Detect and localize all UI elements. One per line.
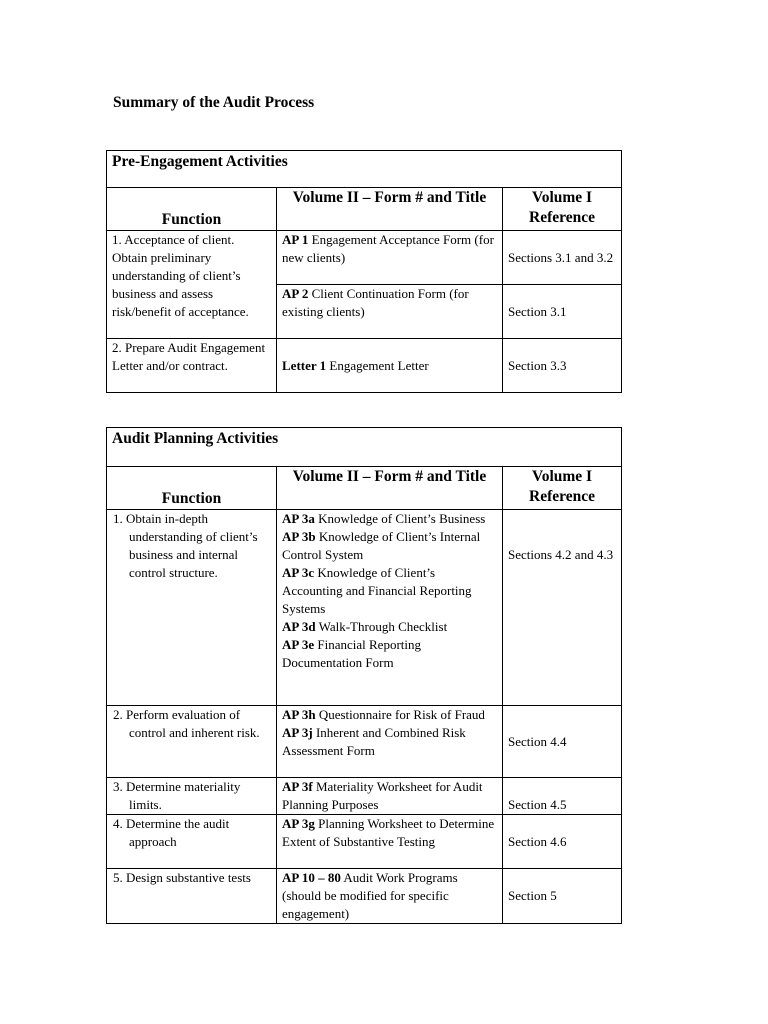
form-entry [282,510,497,528]
form-title: Materiality Worksheet for Audit Planning Purposes [282,779,483,812]
form-cell [277,339,503,393]
form-code: AP 3g [282,816,315,831]
header-function: Function [107,467,277,510]
form-code: AP 3j [282,725,313,740]
form-code: AP 2 [282,286,309,301]
form-entry [282,706,497,724]
form-code: AP 3h [282,707,316,722]
form-entry [282,528,497,564]
reference-cell: Section 3.1 [503,285,622,339]
reference-cell: Section 4.4 [503,706,622,778]
form-entry [282,815,497,851]
reference-cell: Sections 4.2 and 4.3 [503,510,622,706]
form-title: Knowledge of Client’s Accounting and Financial Reporting Systems [282,565,472,616]
form-cell [277,706,503,778]
form-cell [277,778,503,815]
audit-planning-title [107,428,622,467]
table-row [107,706,622,778]
function-cell: 2. Perform evaluation of control and inherent risk. [107,706,277,778]
audit-planning-table [106,427,622,924]
form-entry [282,285,497,321]
table-row [107,815,622,869]
form-code: AP 3c [282,565,315,580]
form-title: Questionnaire for Risk of Fraud [315,707,485,722]
form-code: AP 3f [282,779,313,794]
form-entry [282,357,497,375]
form-entry [282,778,497,814]
form-title: Knowledge of Client’s Business [314,511,486,526]
form-cell [277,231,503,285]
form-title: Planning Worksheet to Determine Extent of Substantive Testing [282,816,495,849]
table-row [107,510,622,706]
header-function: Function [107,188,277,231]
form-cell [277,510,503,706]
function-cell: 5. Design substantive tests [107,869,277,924]
form-cell [277,285,503,339]
function-cell: 1. Obtain in-depth understanding of client’s business and internal control structure. [107,510,277,706]
reference-cell: Section 3.3 [503,339,622,393]
pre-engagement-table [106,150,622,393]
form-title: Engagement Acceptance Form (for new clients) [282,232,494,265]
reference-cell: Section 4.5 [503,778,622,815]
reference-cell: Section 4.6 [503,815,622,869]
section-title-text: Pre-Engagement Activities [112,153,288,170]
header-form: Volume II – Form # and Title [277,188,503,231]
table-row [107,339,622,393]
reference-cell: Section 5 [503,869,622,924]
form-code: AP 3a [282,511,315,526]
form-title: Knowledge of Client’s Internal Control System [282,529,481,562]
form-entry [282,869,497,923]
form-title: Audit Work Programs (should be modified for specific engagement) [282,870,458,921]
form-entry [282,618,497,636]
form-code: AP 3d [282,619,316,634]
table-row [107,231,622,285]
function-cell: 1. Acceptance of client. Obtain preliminary understanding of client’s business and assess risk/benefit of acceptance. [107,231,277,339]
form-code: AP 10 – 80 [282,870,341,885]
form-title: Engagement Letter [326,357,429,373]
section-title-text: Audit Planning Activities [112,430,279,447]
form-code: AP 3e [282,637,315,652]
header-reference: Volume I Reference [503,188,622,231]
table-row [107,778,622,815]
form-title: Financial Reporting Documentation Form [282,637,422,670]
document-title: Summary of the Audit Process [113,94,315,111]
form-title: Client Continuation Form (for existing clients) [282,286,469,319]
form-code: AP 3b [282,529,316,544]
header-form: Volume II – Form # and Title [277,467,503,510]
form-entry [282,724,497,760]
function-cell: 2. Prepare Audit Engagement Letter and/or contract. [107,339,277,393]
form-cell [277,815,503,869]
table-row [107,869,622,924]
form-entry [282,564,497,618]
form-code: AP 1 [282,232,309,247]
header-reference: Volume I Reference [503,467,622,510]
reference-cell: Sections 3.1 and 3.2 [503,231,622,285]
form-code: Letter 1 [282,357,327,373]
form-title: Walk-Through Checklist [315,619,448,634]
form-entry [282,231,497,267]
form-entry [282,636,497,672]
pre-engagement-title [107,151,622,188]
function-cell: 3. Determine materiality limits. [107,778,277,815]
form-cell [277,869,503,924]
function-cell: 4. Determine the audit approach [107,815,277,869]
form-title: Inherent and Combined Risk Assessment Form [282,725,466,758]
